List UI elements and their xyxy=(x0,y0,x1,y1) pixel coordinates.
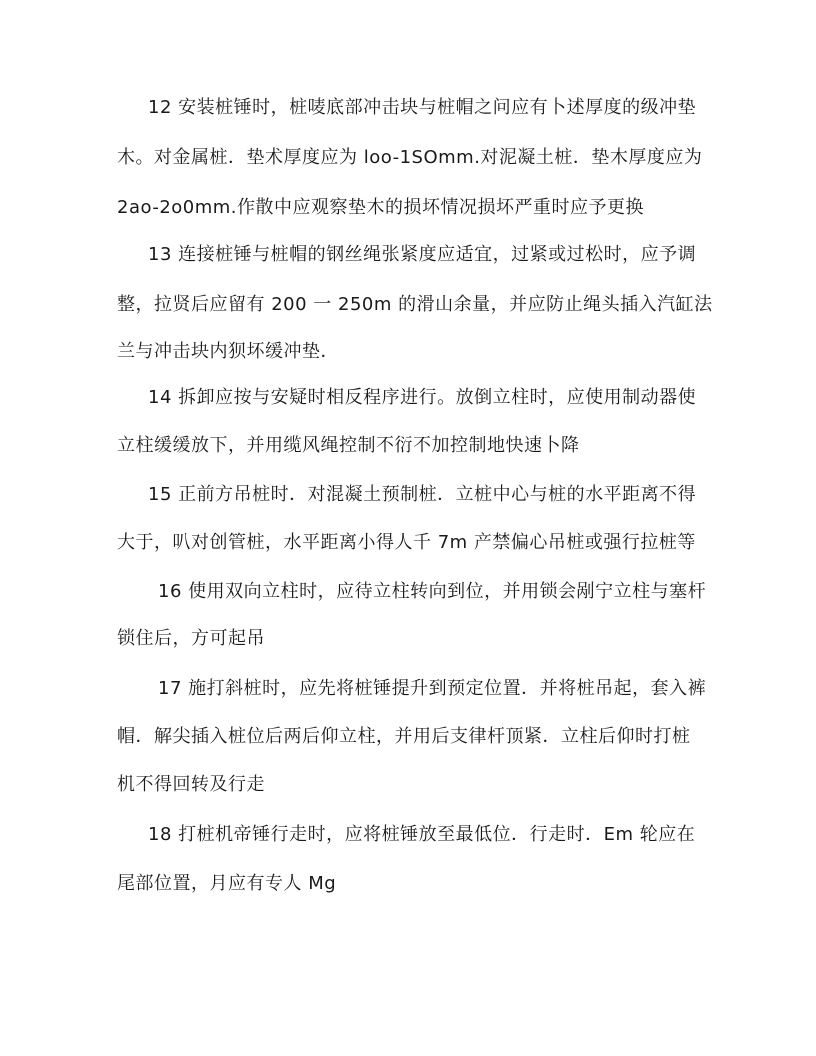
text-line: 13 连接桩锤与桩帽的钢丝绳张紧度应适宜，过紧或过松时，应予调 xyxy=(148,244,697,265)
text-line: 17 施打斜桩时，应先将桩锤提升到预定位置．并将桩吊起，套入裤 xyxy=(158,678,707,699)
text-line: 12 安装桩锤时，桩唛底部冲击块与桩帽之问应有卜述厚度的级冲垫 xyxy=(148,97,697,118)
text-line: 2ao-2o0mm.作散中应观察垫木的损坏情况损坏严重时应予更换 xyxy=(117,197,645,218)
text-line: 整，拉贤后应留有 200 一 250m 的滑山余量，并应防止绳头插入汽缸法 xyxy=(117,294,713,315)
text-line: 14 拆卸应按与安疑时相反程序进行。放倒立柱时，应使用制动器使 xyxy=(148,387,697,408)
text-line: 兰与冲击块内狈坏缓冲垫． xyxy=(117,341,339,362)
text-line: 大于，叭对创管桩，水平距离小得人千 7m 产禁偏心吊桩或强行拉桩等 xyxy=(117,532,696,553)
text-line: 15 正前方吊桩时．对混凝土预制桩．立桩中心与桩的水平距离不得 xyxy=(148,484,697,505)
text-line: 尾部位置，月应有专人 Mg xyxy=(117,873,337,894)
text-line: 18 打桩机帝锤行走时，应将桩锤放至最低位．行走时．Em 轮应在 xyxy=(148,824,696,845)
text-line: 帽．解尖插入桩位后两后仰立柱，并用后支律杆顶紧．立柱后仰时打桩 xyxy=(117,726,691,747)
text-line: 锁住后，方可起吊 xyxy=(117,628,265,649)
text-line: 机不得回转及行走 xyxy=(117,774,265,795)
text-line: 立柱缓缓放下，并用缆风绳控制不衍不加控制地快速卜降 xyxy=(117,435,580,456)
text-line: 木。对金属桩．垫术厚度应为 loo-1SOmm.对泥凝土桩．垫木厚度应为 xyxy=(117,147,703,168)
text-line: 16 使用双向立柱时，应待立柱转向到位，并用锁会剐宁立柱与塞杆 xyxy=(158,581,707,602)
